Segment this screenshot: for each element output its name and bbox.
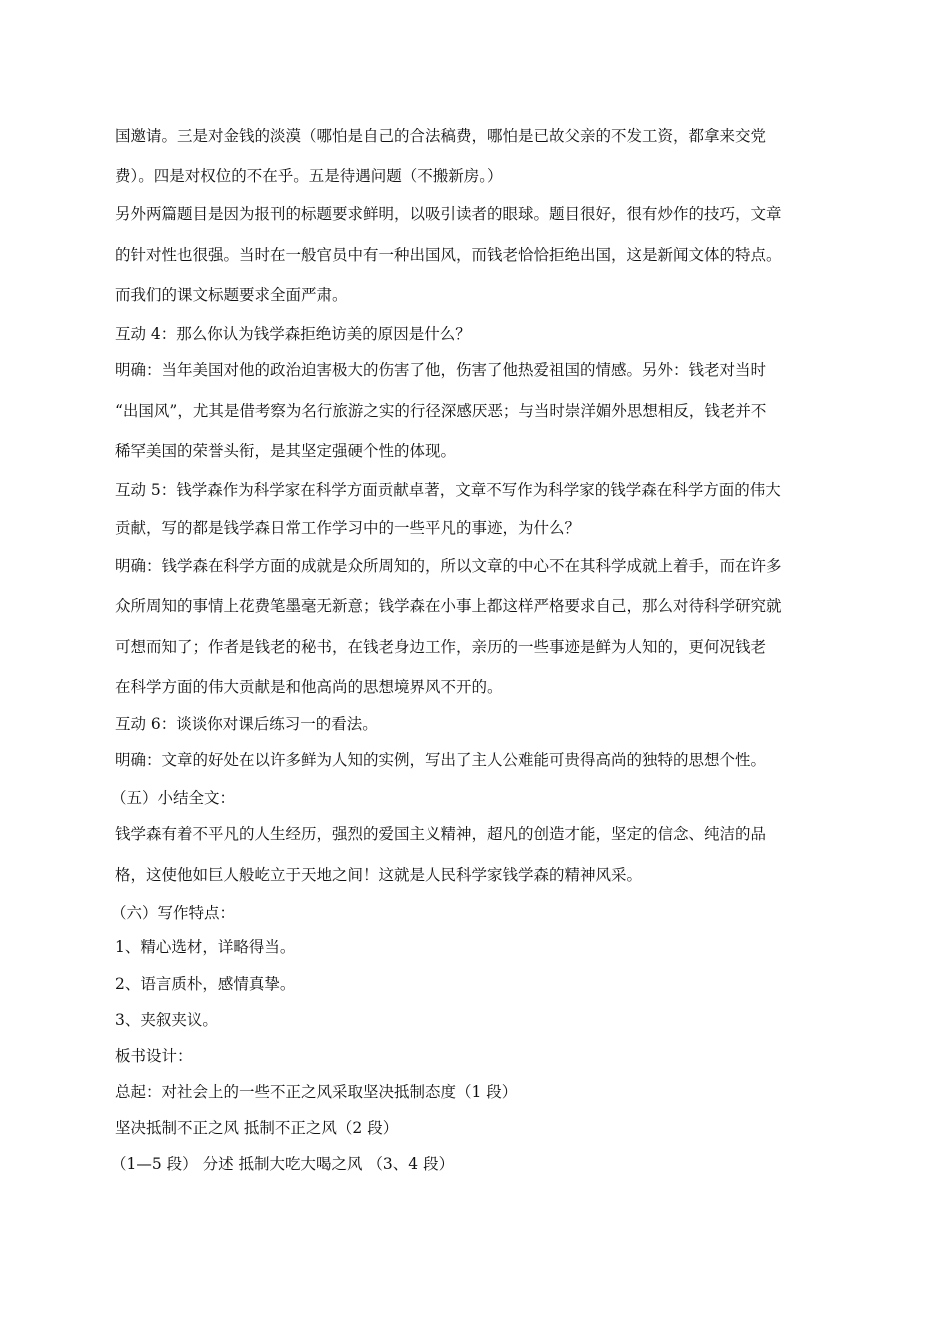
text-line: 的针对性也很强。当时在一般官员中有一种出国风，而钱老恰恰拒绝出国，这是新闻文体的特点。 [115,246,782,264]
text-line: 费）。四是对权位的不在乎。五是待遇问题（不搬新房。） [115,167,503,185]
list-item: 3、夹叙夹议。 [115,1011,218,1029]
text-line: 贡献，写的都是钱学森日常工作学习中的一些平凡的事迹，为什么？ [115,519,581,537]
text-line: “出国风”，尤其是借考察为名行旅游之实的行径深感厌恶；与当时崇洋媚外思想相反，钱老并不 [115,402,767,420]
text-line: 明确：文章的好处在以许多鲜为人知的实例，写出了主人公难能可贵得高尚的独特的思想个性。 [115,751,767,769]
heading-interaction-6: 互动 6：谈谈你对课后练习一的看法。 [115,715,378,733]
section-heading-writing: （六）写作特点： [111,904,236,922]
heading-interaction-5: 互动 5：钱学森作为科学家在科学方面贡献卓著，文章不写作为科学家的钱学森在科学方面的伟大 [115,481,781,499]
board-line: （1—5 段） 分述 抵制大吃大喝之风 （3、4 段） [111,1155,455,1173]
text-line: 众所周知的事情上花费笔墨毫无新意；钱学森在小事上都这样严格要求自己，那么对待科学研究就 [115,597,782,615]
board-line: 坚决抵制不正之风 抵制不正之风（2 段） [115,1119,399,1137]
text-line: 钱学森有着不平凡的人生经历，强烈的爱国主义精神，超凡的创造才能，坚定的信念、纯洁的品 [115,825,767,843]
text-line: 国邀请。三是对金钱的淡漠（哪怕是自己的合法稿费，哪怕是已故父亲的不发工资，都拿来交党 [115,127,767,145]
board-line: 总起：对社会上的一些不正之风采取坚决抵制态度（1 段） [115,1083,518,1101]
text-line: 稀罕美国的荣誉头衔，是其坚定强硬个性的体现。 [115,442,457,460]
text-line: 明确：钱学森在科学方面的成就是众所周知的，所以文章的中心不在其科学成就上着手，而在许多 [115,557,782,575]
list-item: 1、精心选材，详略得当。 [115,938,296,956]
text-line: 另外两篇题目是因为报刊的标题要求鲜明，以吸引读者的眼球。题目很好，很有炒作的技巧，文章 [115,205,782,223]
text-line: 在科学方面的伟大贡献是和他高尚的思想境界风不开的。 [115,678,503,696]
text-line: 明确：当年美国对他的政治迫害极大的伤害了他，伤害了他热爱祖国的情感。另外：钱老对当时 [115,361,767,379]
section-heading-summary: （五）小结全文： [111,789,236,807]
list-item: 2、语言质朴，感情真挚。 [115,975,296,993]
text-line: 而我们的课文标题要求全面严肃。 [115,286,348,304]
heading-interaction-4: 互动 4：那么你认为钱学森拒绝访美的原因是什么？ [115,325,471,343]
board-design-heading: 板书设计： [115,1047,193,1065]
text-line: 可想而知了；作者是钱老的秘书，在钱老身边工作，亲历的一些事迹是鲜为人知的，更何况钱老 [115,638,767,656]
text-line: 格，这使他如巨人般屹立于天地之间！这就是人民科学家钱学森的精神风采。 [115,866,643,884]
